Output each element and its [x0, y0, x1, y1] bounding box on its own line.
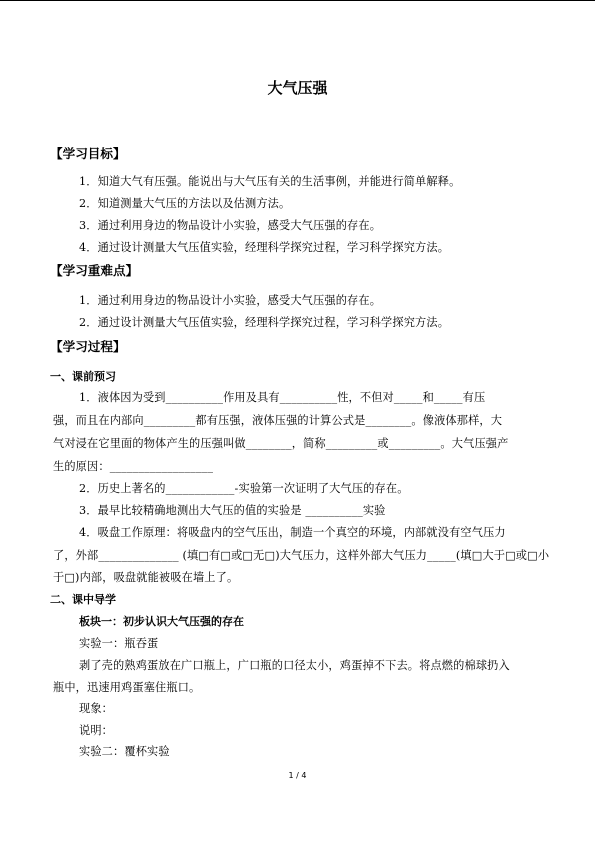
preview-line: 4．吸盘工作原理：将吸盘内的空气压出，制造一个真空的环境，内部就没有空气压力: [79, 526, 506, 539]
guide-line: 瓶中，迅速用鸡蛋塞住瓶口。: [53, 681, 201, 694]
preview-line: 1．液体因为受到__________作用及具有__________性，不但对_____和_____有压: [79, 391, 486, 404]
goal-item: 1．知道大气有压强。能说出与大气压有关的生活事例，并能进行简单解释。: [79, 175, 461, 188]
page-title: 大气压强: [267, 79, 328, 97]
preview-line: 于□)内部，吸盘就能被吸在墙上了。: [53, 571, 239, 584]
keypoint-item: 1．通过利用身边的物品设计小实验，感受大气压强的存在。: [79, 294, 382, 307]
heading-process: 【学习过程】: [50, 339, 126, 354]
heading-keypoints: 【学习重难点】: [50, 263, 139, 278]
preview-line: 了，外部______________ (填□有□或□无□)大气压力，这样外部大气压力_____(填□大于□或□小: [53, 549, 550, 562]
preview-line: 2．历史上著名的____________-实验第一次证明了大气压的存在。: [79, 482, 409, 495]
section-heading-preview: 一、课前预习: [50, 370, 116, 383]
goal-item: 2．知道测量大气压的方法以及估测方法。: [79, 197, 291, 210]
keypoint-item: 2．通过设计测量大气压值实验，经理科学探究过程，学习科学探究方法。: [79, 316, 450, 329]
page-number: 1 / 4: [288, 771, 307, 780]
preview-line: 强，而且在内部向_________都有压强，液体压强的计算公式是________。像液体那样，大: [53, 414, 503, 427]
heading-goals: 【学习目标】: [50, 146, 126, 161]
guide-line: 剥了壳的熟鸡蛋放在广口瓶上，广口瓶的口径太小，鸡蛋掉不下去。将点燃的棉球扔入: [79, 659, 510, 672]
preview-line: 3．最早比较精确地测出大气压的值的实验是 __________实验: [79, 504, 386, 517]
preview-line: 气对浸在它里面的物体产生的压强叫做________，简称_________或_________。大气压强产: [53, 437, 509, 450]
block-heading: 板块一：初步认识大气压强的存在: [79, 615, 244, 628]
goal-item: 4．通过设计测量大气压值实验，经理科学探究过程，学习科学探究方法。: [79, 241, 450, 254]
guide-line: 现象：: [79, 702, 114, 715]
section-heading-guide: 二、课中导学: [50, 593, 116, 606]
top-border-line: [0, 0, 595, 1]
guide-line: 实验一：瓶吞蛋: [79, 637, 159, 650]
guide-line: 说明：: [79, 724, 114, 737]
goal-item: 3．通过利用身边的物品设计小实验，感受大气压强的存在。: [79, 219, 382, 232]
preview-line: 生的原因：__________________: [53, 460, 214, 473]
guide-line: 实验二：覆杯实验: [79, 745, 170, 758]
